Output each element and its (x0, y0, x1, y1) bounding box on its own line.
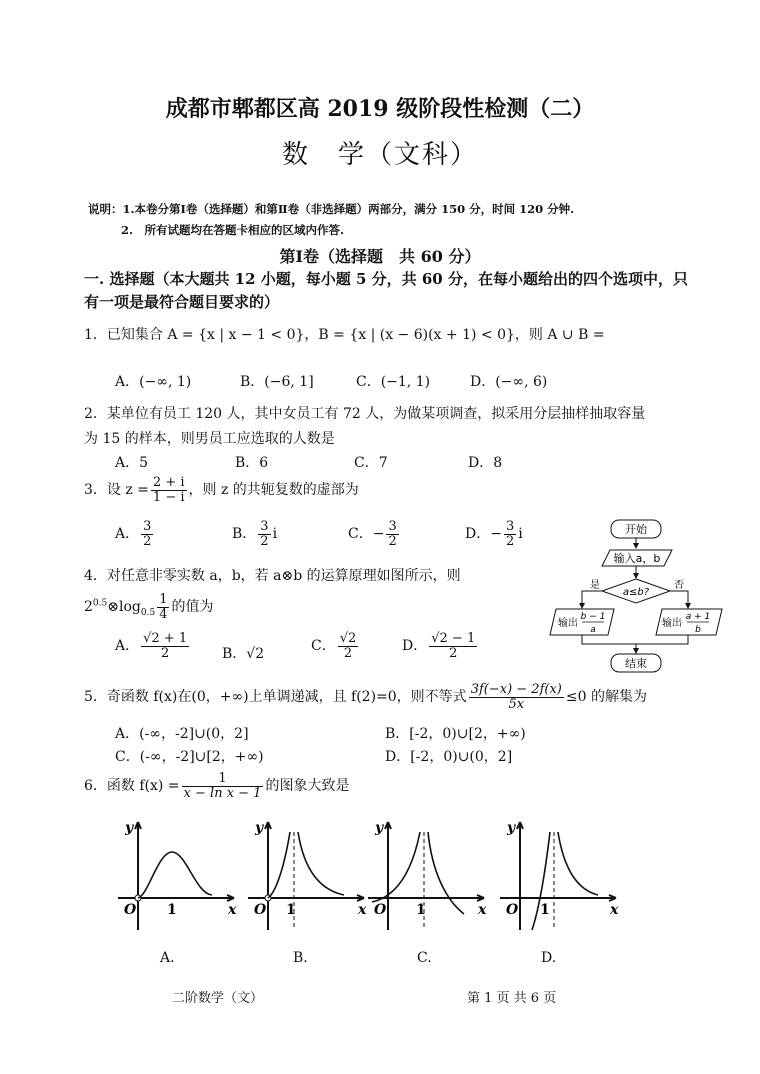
graph-b-one-label: 1 (286, 902, 296, 918)
graph-d-y-label: y (507, 820, 516, 836)
part-heading: 第Ⅰ卷（选择题 共 60 分） (279, 247, 481, 266)
question-4-option-d: D． $\frac{√2 - 1}{2}$ (402, 631, 476, 661)
graph-c-y-label: y (375, 820, 384, 836)
question-6-stem: 6．函数 f(x) = $\frac{1}{\text{x − ln x − 1}}$ 的图象大致是 (84, 771, 350, 801)
flow-output-right-den: b (695, 625, 701, 635)
question-2-option-d: D．8 (468, 455, 503, 471)
question-2-option-b: B．6 (235, 455, 269, 471)
flow-end-text: 结束 (625, 657, 647, 670)
graph-c-one-label: 1 (416, 902, 426, 918)
graph-b-origin: O (254, 902, 267, 918)
graph-a-y-label: y (125, 820, 134, 836)
question-2-line-1: 2．某单位有员工 120 人，其中女员工有 72 人，为做某项调查，拟采用分层抽样抽取容量 (84, 406, 646, 422)
section-description-line-1: 一. 选择题（本大题共 12 小题，每小题 5 分，共 60 分，在每小题给出的四个选项中，只 (84, 270, 688, 288)
question-5-option-c: C．(-∞，-2]∪[2，+∞) (115, 749, 264, 765)
graph-c-x-label: x (478, 902, 487, 918)
graph-option-b (240, 812, 370, 942)
graph-d-one-label: 1 (540, 902, 550, 918)
question-3-option-d: D．− $\frac{3}{2}$ i (465, 519, 523, 549)
graph-b-y-label: y (255, 820, 264, 836)
exam-subject: 数 学（文科） (281, 140, 478, 170)
question-6-option-d: D. (541, 950, 557, 966)
question-1-option-b: B．(−6, 1] (240, 374, 314, 390)
footer-left: 二阶数学（文） (172, 991, 264, 1006)
flow-output-right-text: 输出 (662, 618, 682, 629)
graph-a-x-label: x (228, 902, 237, 918)
question-5-stem: 5．奇函数 f(x)在(0，+∞)上单调递减，且 f(2)=0，则不等式 $\frac{3f(-x) - 2f(x)}{5x}$ ≤0 的解集为 (84, 682, 647, 712)
graph-a-one-label: 1 (167, 902, 177, 918)
question-6-option-a: A. (160, 950, 175, 966)
flow-decision-text: a≤b? (622, 587, 650, 598)
flow-no-label: 否 (674, 580, 684, 591)
instructions-line-1: 说明：1.本卷分第Ⅰ卷（选择题）和第Ⅱ卷（非选择题）两部分，满分 150 分，时间 120 分钟. (88, 202, 575, 216)
question-5-option-a: A．(-∞，-2]∪(0，2] (115, 726, 249, 742)
graph-c-origin: O (374, 902, 387, 918)
graph-option-c (360, 812, 490, 942)
question-4-expression: $2^{0.5}\otimes\log_{0.5}$ $\frac{1}{4}$ 的值为 (84, 592, 214, 622)
question-4-line-1: 4．对任意非零实数 a，b，若 a⊗b 的运算原理如图所示，则 (84, 568, 461, 584)
exam-title: 成都市郫都区高 2019 级阶段性检测（二） (165, 96, 595, 122)
question-4-option-b: B．√2 (222, 646, 265, 662)
question-5-option-d: D．[-2，0)∪(0，2] (385, 749, 513, 765)
section-description-line-2: 有一项是最符合题目要求的） (84, 293, 280, 311)
graph-option-a (110, 812, 240, 942)
question-3-fraction: $\frac{2 + i}{1 - i}$ (152, 475, 185, 505)
question-6-option-b: B. (293, 950, 308, 966)
question-2-option-c: C．7 (354, 455, 388, 471)
graph-d-x-label: x (610, 902, 619, 918)
graph-b-x-label: x (358, 902, 367, 918)
question-1-option-d: D．(−∞, 6) (470, 374, 548, 390)
footer-page-number: 第 1 页 共 6 页 (467, 991, 557, 1006)
question-1-stem: 1．已知集合 A = {x | x − 1 < 0}，B = {x | (x − 6)(x + 1) < 0}，则 A ∪ B = (84, 327, 605, 343)
flow-output-right-num: a + 1 (685, 612, 711, 622)
question-6-option-c: C. (417, 950, 432, 966)
flow-output-left-text: 输出 (558, 618, 578, 629)
flow-input-text: 输入a，b (613, 552, 661, 565)
question-3-option-a: A． $\frac{3}{2}$ (115, 519, 152, 549)
flow-start-text: 开始 (625, 523, 647, 536)
question-1-option-c: C．(−1, 1) (356, 374, 431, 390)
operation-flowchart (548, 516, 728, 676)
question-2-option-a: A．5 (115, 455, 149, 471)
flow-output-left-num: b − 1 (580, 612, 606, 622)
flow-output-left-den: a (590, 625, 596, 635)
graph-a-origin: O (124, 902, 137, 918)
flow-yes-label: 是 (590, 580, 600, 591)
question-3-option-b: B． $\frac{3}{2}$ i (232, 519, 278, 549)
question-3-option-c: C．− $\frac{3}{2}$ (348, 519, 397, 549)
question-4-option-c: C． $\frac{√2}{2}$ (311, 631, 357, 661)
question-4-option-a: A． $\frac{√2 + 1}{2}$ (115, 631, 188, 661)
question-3-stem: 3．设 z = $\frac{2 + i}{1 - i}$ ，则 z 的共轭复数的虚部为 (84, 475, 359, 505)
graph-d-origin: O (506, 902, 519, 918)
graph-option-d (492, 812, 622, 942)
question-1-option-a: A．(−∞, 1) (115, 374, 192, 390)
question-5-option-b: B．[-2，0)∪[2，+∞) (385, 726, 526, 742)
question-2-line-2: 为 15 的样本，则男员工应选取的人数是 (84, 431, 335, 447)
instructions-line-2: 2. 所有试题均在答题卡相应的区域内作答. (121, 223, 345, 237)
